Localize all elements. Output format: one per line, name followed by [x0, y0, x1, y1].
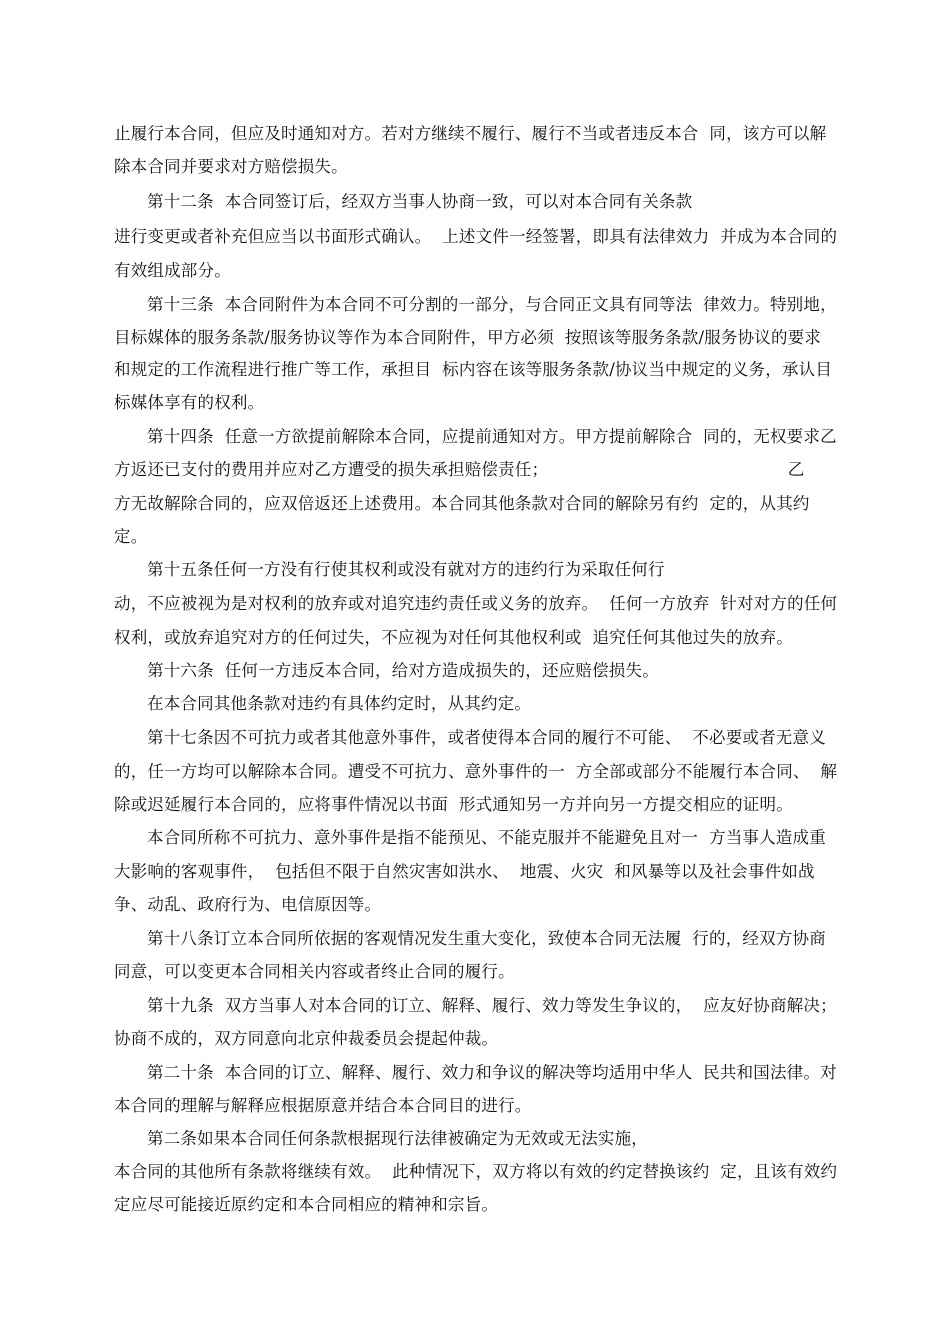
text-line: 除或迟延履行本合同的，应将事件情况以书面 形式通知另一方并向另一方提交相应的证明。: [114, 795, 793, 814]
text-line: 定应尽可能接近原约定和本合同相应的精神和宗旨。: [114, 1195, 499, 1214]
text-line: 第十五条任何一方没有行使其权利或没有就对方的违约行为采取任何行: [147, 560, 665, 579]
text-line: 协商不成的，双方同意向北京仲裁委员会提起仲裁。: [114, 1029, 499, 1048]
text-line: 第十八条订立本合同所依据的客观情况发生重大变化，致使本合同无法履 行的，经双方协商: [147, 929, 826, 948]
text-line: 止履行本合同，但应及时通知对方。若对方继续不履行、履行不当或者违反本合 同，该方可以解: [114, 124, 827, 143]
text-line: 第十三条 本合同附件为本合同不可分割的一部分，与合同正文具有同等法 律效力。特别地，: [147, 295, 837, 314]
text-line: 第十二条 本合同签订后，经双方当事人协商一致，可以对本合同有关条款: [147, 192, 693, 211]
text-line: 和规定的工作流程进行推广等工作，承担目 标内容在该等服务条款/协议当中规定的义务，承认目: [114, 360, 833, 379]
text-line: 有效组成部分。: [114, 261, 231, 280]
text-line: 第十七条因不可抗力或者其他意外事件，或者使得本合同的履行不可能、 不必要或者无意义: [147, 728, 826, 747]
text-line: 本合同的其他所有条款将继续有效。 此种情况下，双方将以有效的约定替换该约 定，且该有效约: [114, 1162, 838, 1181]
text-line: 争、动乱、政府行为、电信原因等。: [114, 895, 382, 914]
text-line: 本合同的理解与解释应根据原意并结合本合同目的进行。: [114, 1096, 532, 1115]
text-line: 进行变更或者补充但应当以书面形式确认。 上述文件一经签署，即具有法律效力 并成为本合同的: [114, 227, 838, 246]
text-line: 动，不应被视为是对权利的放弃或对追究违约责任或义务的放弃。 任何一方放弃 针对对方的任何: [114, 594, 838, 613]
text-line: 大影响的客观事件， 包括但不限于自然灾害如洪水、 地震、火灾 和风暴等以及社会事件如战: [114, 862, 815, 881]
text-line: 本合同所称不可抗力、意外事件是指不能预见、不能克服并不能避免且对一 方当事人造成重: [147, 828, 826, 847]
text-line: 第二十条 本合同的订立、解释、履行、效力和争议的解决等均适用中华人 民共和国法律。对: [147, 1063, 837, 1082]
text-line: 的，任一方均可以解除本合同。遭受不可抗力、意外事件的一 方全部或部分不能履行本合同、 解: [114, 762, 838, 781]
text-line: 第十九条 双方当事人对本合同的订立、解释、履行、效力等发生争议的， 应友好协商解决；: [147, 996, 837, 1015]
text-line: 第十六条 任何一方违反本合同，给对方造成损失的，还应赔偿损失。: [147, 661, 659, 680]
text-line: 方无故解除合同的，应双倍返还上述费用。本合同其他条款对合同的解除另有约 定的，从其约: [114, 494, 810, 513]
text-line: 同意，可以变更本合同相关内容或者终止合同的履行。: [114, 962, 515, 981]
text-line: 第十四条 任意一方欲提前解除本合同，应提前通知对方。甲方提前解除合 同的，无权要求乙: [147, 427, 837, 446]
text-line: 权利，或放弃追究对方的任何过失，不应视为对任何其他权利或 追究任何其他过失的放弃。: [114, 628, 793, 647]
text-line: 第二条如果本合同任何条款根据现行法律被确定为无效或无法实施，: [147, 1129, 648, 1148]
text-line: 方返还已支付的费用并应对乙方遭受的损失承担赔偿责任； 乙: [114, 460, 805, 479]
text-line: 目标媒体的服务条款/服务协议等作为本合同附件，甲方必须 按照该等服务条款/服务协议的要求: [114, 328, 822, 347]
text-line: 标媒体享有的权利。: [114, 393, 265, 412]
text-line: 在本合同其他条款对违约有具体约定时，从其约定。: [147, 694, 532, 713]
text-line: 除本合同并要求对方赔偿损失。: [114, 157, 348, 176]
text-line: 定。: [114, 527, 148, 546]
